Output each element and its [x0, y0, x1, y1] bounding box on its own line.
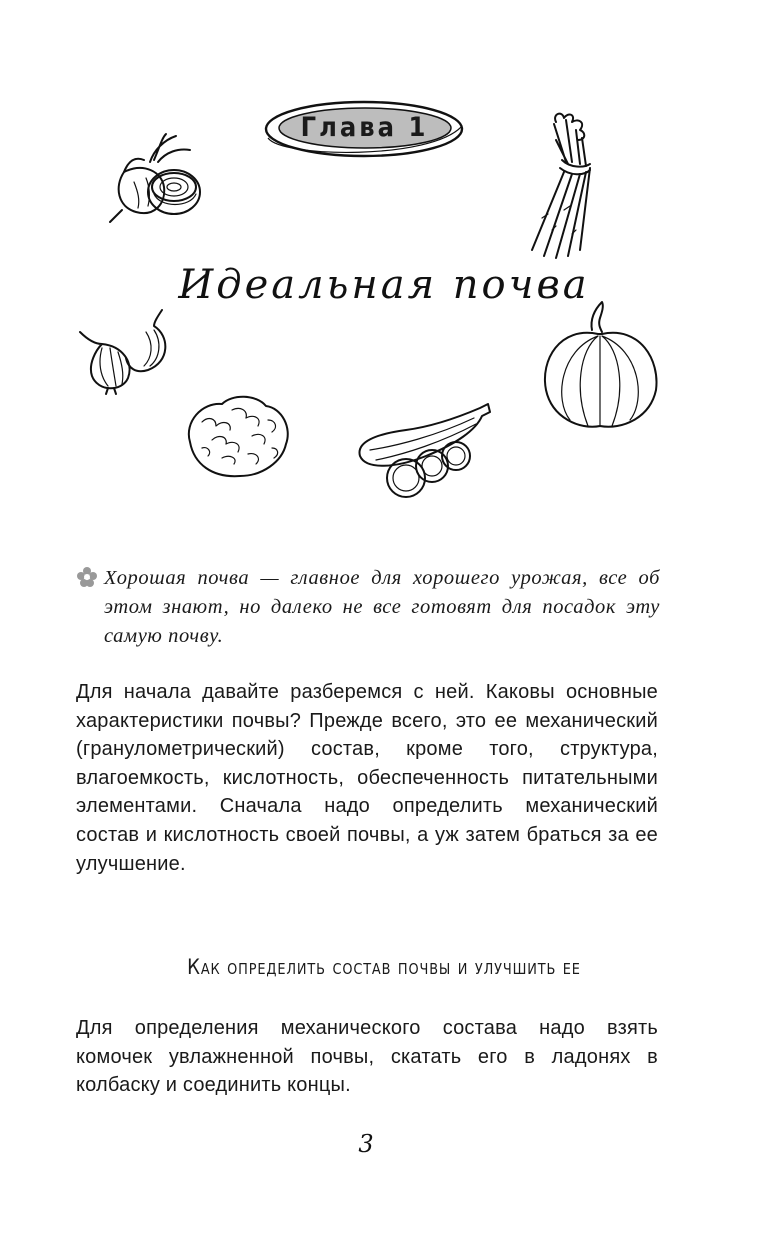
intro-text: Хорошая почва — главное для хорошего урожая, все об этом знают, но далеко не все готовят для посадок эту самую почву. [104, 567, 660, 647]
pumpkin-icon [540, 300, 660, 432]
beet-icon [104, 132, 204, 227]
section-heading: Как определить состав почвы и улучшить ее [187, 955, 581, 979]
onion-icon [78, 302, 172, 394]
flower-bullet-icon [76, 566, 98, 588]
asparagus-icon [526, 110, 608, 260]
paragraph-2: Для определения механического состава надо взять комочек увлажненной почвы, скатать его в ладонях в колбаску и соединить концы. [76, 1017, 658, 1097]
chapter-label: Глава 1 [300, 112, 429, 143]
paragraph-1: Для начала давайте разберемся с ней. Каковы основные характеристики почвы? Прежде всего, это ее механический (гранулометрический) состав, кроме того, структура, влагоемкость, кислотность, обеспеченность питательными элементами. Сначала надо определить механический состав и кислотность своей почвы, а уж затем браться за ее улучшение. [76, 681, 658, 875]
cauliflower-icon [182, 392, 292, 480]
page-title: Идеальная почва [178, 262, 590, 308]
page-number: 3 [358, 1130, 374, 1158]
zucchini-icon [356, 400, 492, 500]
